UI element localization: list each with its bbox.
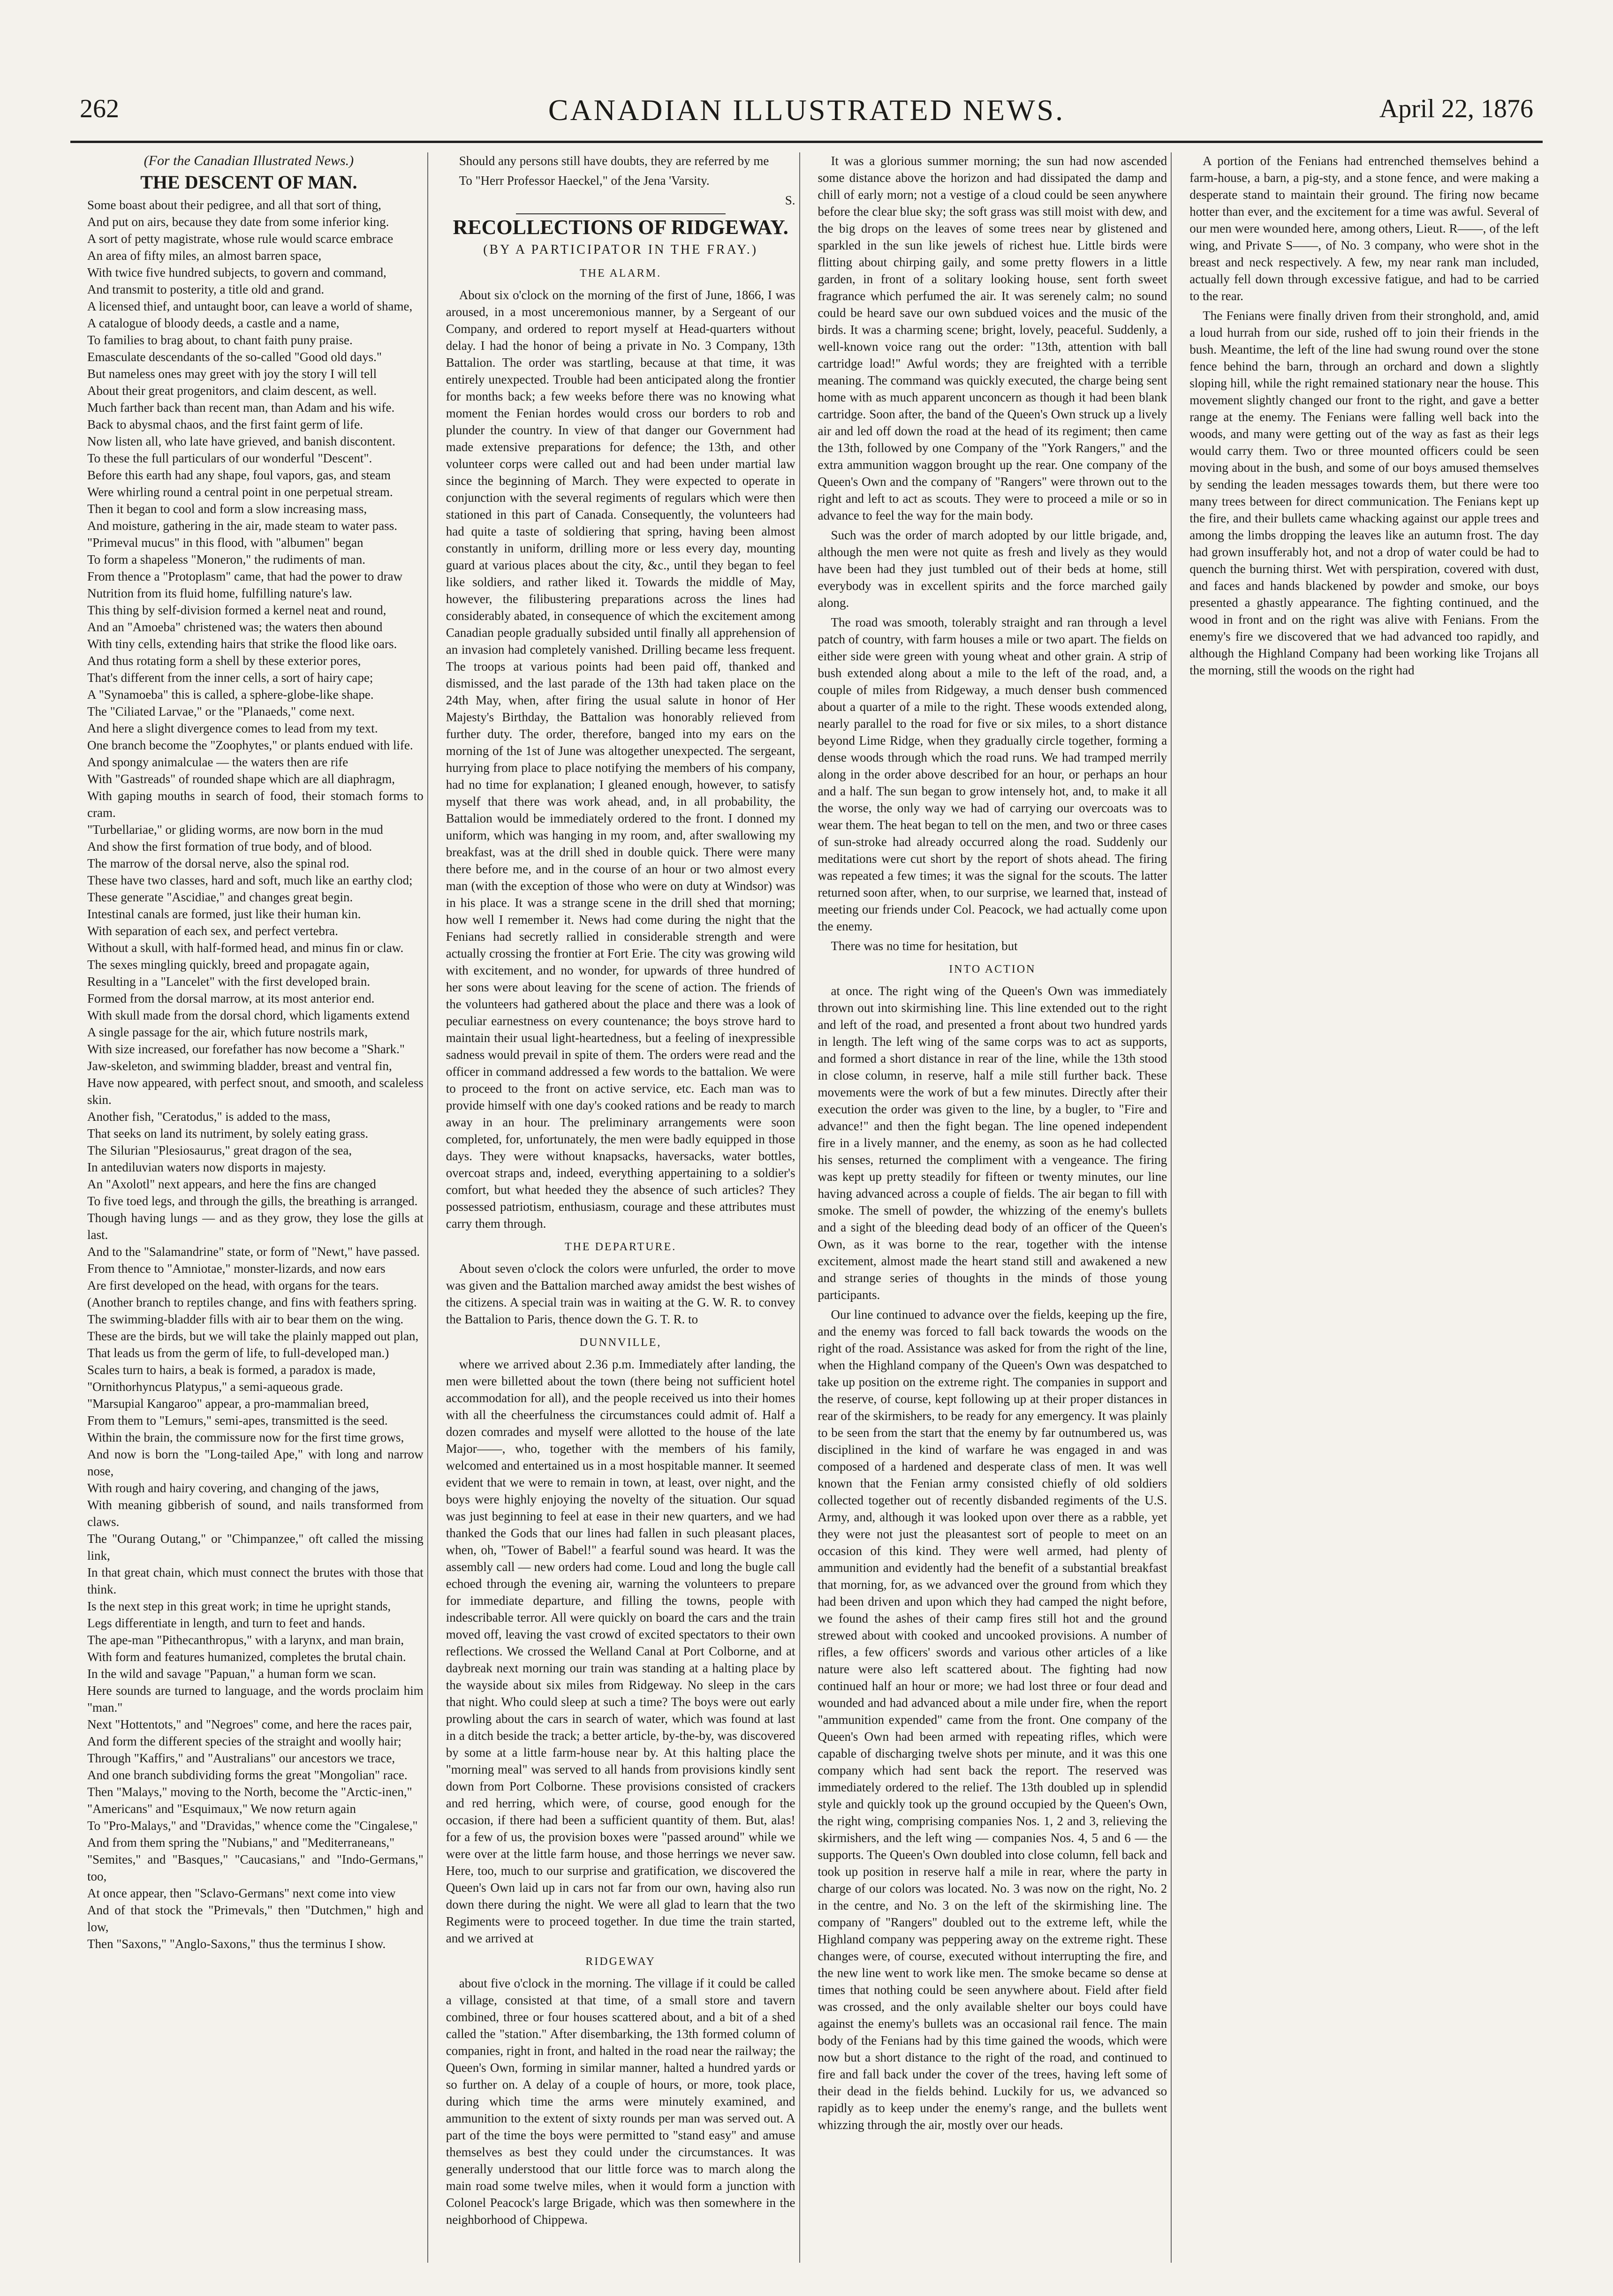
article-paragraph: where we arrived about 2.36 p.m. Immediately after landing, the men were billetted about the town (there being not sufficient hotel accommodation for all), and the people received us into their homes with all the cheerfulness the circumstances could admit of. Half a dozen comrades and myself were allotted to the house of the late Major——, who, together with the members of his family, welcomed and entertained us in a most hospitable manner. It seemed evident that we were to remain in town, at least, over night, and the boys were highly enjoying the novelty of the situation. Our squad was just beginning to feel at ease in their new quarters, and we had thanked the Gods that our lines had fallen in such pleasant places, when, oh, "Tower of Babel!" a fearful sound was heard. It was the assembly call — new orders had come. Loud and long the bugle call echoed through the evening air, warning the volunteers to prepare for immediate departure, and filling the towns, people with indescribable terror. All were quickly on board the cars and the train moved off, leaving the vast crowd of excited spectators to their own reflections. We crossed the Welland Canal at Port Colborne, and at daybreak next morning our train was standing at a halting place by the wayside about six miles from Ridgeway. No sleep in the cars that night. Who could sleep at such a time? The boys were out early prowling about the cars in search of water, which was found at last in a ditch beside the track; a better article, by-the-by, was discovered by some at a little farm-house near by. At this halting place the "morning meal" was served to all hands from provisions kindly sent down from Port Colborne. These provisions consisted of crackers and red herring, which were, of course, good enough for the occasion, if there had been a sufficient quantity of them. But, alas! for a few of us, the provision boxes were "passed around" while we were over at the little farm house, and those herrings we never saw. Here, too, much to our surprise and gratification, we discovered the Queen's Own laid up in cars not far from our own, having also run down there during the night. We were all glad to learn that the two Regiments were to proceed together. In due time the train started, and we arrived at [446, 1357, 795, 1945]
column-2 [442, 152, 800, 2263]
section-heading: THE DEPARTURE. [564, 1241, 677, 1253]
column-3 [814, 152, 1172, 2263]
poem-body [74, 196, 424, 1952]
masthead [70, 89, 1543, 143]
poem-line: "Primeval mucus" in this flood, with "albumen" began [87, 536, 363, 550]
poem-line: Formed from the dorsal marrow, at its most anterior end. [87, 991, 375, 1005]
poem-line: From thence to "Amniotae," monster-lizards, and now ears [87, 1261, 386, 1276]
poem-line: These generate "Ascidiae," and changes great begin. [87, 890, 353, 904]
poem-line: Then it began to cool and form a slow increasing mass, [87, 502, 367, 516]
poem-line: A "Synamoeba" this is called, a sphere-globe-like shape. [87, 687, 374, 702]
article-paragraph: A portion of the Fenians had entrenched themselves behind a farm-house, a barn, a pig-sty, and a stone fence, and were making a desperate stand to maintain their ground. The firing now became hotter than ever, and the excitement for a time was awful. Several of our men were wounded here, among others, Lieut. R——, of the left wing, and Private S——, of No. 3 company, who were shot in the breast and neck respectively. A few, my near rank man included, actually fell down through excessive fatigue, and had to be carried to the rear. [1189, 154, 1539, 303]
poem-line: The swimming-bladder fills with air to bear them on the wing. [87, 1312, 404, 1326]
poem-line: With separation of each sex, and perfect vertebra. [87, 924, 338, 938]
poem-line: These have two classes, hard and soft, much like an earthy clod; [87, 873, 413, 887]
poem-line: To form a shapeless "Moneron," the rudiments of man. [87, 552, 366, 566]
newspaper-title: CANADIAN ILLUSTRATED NEWS. [548, 93, 1065, 127]
poem-line: That leads us from the germ of life, to full-developed man.) [87, 1346, 389, 1360]
poem-line: "Semites," and "Basques," "Caucasians," and "Indo-Germans," too, [87, 1852, 424, 1883]
poem-line: Is the next step in this great work; in time he upright stands, [87, 1599, 391, 1613]
poem-line: In that great chain, which must connect the brutes with those that think. [87, 1565, 424, 1596]
poem-line: Were whirling round a central point in one perpetual stream. [87, 485, 393, 499]
poem-line: Resulting in a "Lancelet" with the first developed brain. [87, 974, 371, 989]
section-heading: RIDGEWAY [585, 1956, 656, 1968]
poem-line: "Turbellariae," or gliding worms, are now born in the mud [87, 823, 383, 837]
poem-line: With "Gastreads" of rounded shape which are all diaphragm, [87, 772, 395, 786]
poem-signature: S. [785, 193, 795, 207]
poem-line: Are first developed on the head, with organs for the tears. [87, 1278, 379, 1292]
poem-line: And one branch subdividing forms the great "Mongolian" race. [87, 1768, 408, 1782]
poem-line: Within the brain, the commissure now for the first time grows, [87, 1430, 404, 1444]
poem-line: To these the full particulars of our wonderful "Descent". [87, 451, 372, 465]
poem-line: Through "Kaffirs," and "Australians" our ancestors we trace, [87, 1751, 395, 1765]
article-title: RECOLLECTIONS OF RIDGEWAY. [453, 216, 788, 239]
poem-line: A sort of petty magistrate, whose rule would scarce embrace [87, 232, 394, 246]
poem-line: In antediluvian waters now disports in majesty. [87, 1160, 326, 1174]
poem-line: Another fish, "Ceratodus," is added to the mass, [87, 1110, 331, 1124]
divider-rule [516, 213, 726, 214]
text-columns [70, 152, 1543, 2263]
column-1 [70, 152, 428, 2263]
poem-line: Next "Hottentots," and "Negroes" come, and here the races pair, [87, 1717, 412, 1731]
poem-line: "Ornithorhyncus Platypus," a semi-aqueous grade. [87, 1380, 343, 1394]
article-paragraph: About six o'clock on the morning of the first of June, 1866, I was aroused, in a most unceremonious manner, by a Sergeant of our Company, and ordered to report myself at Head-quarters without delay. I had the honor of being a private in No. 3 Company, 13th Battalion. The order was startling, because at that time, it was entirely unexpected. Trouble had been anticipated along the frontier for months back; a few weeks before there was no knowing what moment the Fenian hordes would cross our borders to rob and plunder the country. In view of that danger our Government had made extensive preparations for defence; the 13th, and other volunteer corps were called out and had been under martial law since the beginning of March. They were expected to operate in conjunction with the several regiments of regulars which were then stationed in this part of Canada. Consequently, the volunteers had had quite a taste of soldiering that spring, having been almost constantly in uniform, drilling more or less every day, mounting guard at various places about the city, &c., until they began to feel like soldiers, and rather liked it. Towards the middle of May, however, the filibustering preparations across the lines had considerably abated, in consequence of which the excitement among Canadian people gradually subsided until finally all apprehension of an invasion had completely vanished. Drilling became less frequent. The troops at various points had been paid off, thanked and dismissed, and the last parade of the 13th had taken place on the 24th May, when, after firing the usual salute in honor of Her Majesty's Birthday, the Battalion was honorably relieved from further duty. The order, therefore, banged into my ears on the morning of the 1st of June was altogether unexpected. The sergeant, hurrying from place to place notifying the members of his company, had no time for explanation; I gleaned enough, however, to satisfy myself that there was work ahead, and, in all probability, the Battalion would be immediately ordered to the front. I donned my uniform, which was hanging in my room, and, after swallowing my breakfast, was at the drill shed in double quick. There were many there before me, and in the course of an hour or two almost every man (with the exception of those who were on duty at Windsor) was in his place. It was a strange scene in the drill shed that morning; how well I remember it. News had come during the night that the Fenians had secretly rallied in considerable strength and were actually crossing the frontier at Fort Erie. The city was growing wild with excitement, and no wonder, for upwards of three hundred of her sons were about leaving for the scene of action. The friends of the volunteers had gathered about the place and there was a look of peculiar earnestness on every countenance; the boys strove hard to maintain their usual light-heartedness, but a feeling of inexpressible sadness would prevail in spite of them. The orders were read and the officer in command addressed a few words to the battalion. We were to proceed to the front on active service, etc. Each man was to provide himself with one day's cooked rations and be ready to march away in an hour. The preliminary arrangements were soon completed, for, unfortunately, the men were badly equipped in those days. They were without knapsacks, haversacks, water bottles, overcoat straps and, indeed, everything appertaining to a soldier's comfort, but what heeded they the absence of such articles? They possessed patriotism, enthusiasm, courage and these attributes must carry them through. [446, 288, 795, 1231]
poem-line: And from them spring the "Nubians," and "Mediterraneans," [87, 1835, 395, 1850]
article-paragraph: at once. The right wing of the Queen's Own was immediately thrown out into skirmishing line. This line extended out to the right and left of the road, and presented a front about two hundred yards in length. The left wing of the same corps was to act as supports, and formed a short distance in rear of the line, while the 13th stood in close column, in reserve, half a mile still further back. These movements were the work of but a few minutes. Directly after their execution the order was given to the line, by a bugler, to "Fire and advance!" and then the fight began. The line opened independent fire in a lively manner, and the enemy, as soon as he had collected his senses, returned the compliment with a vengeance. The firing was kept up pretty steadily for fifteen or twenty minutes, our line having advanced across a couple of fields. The air began to fill with smoke. The smell of powder, the whizzing of the enemy's bullets and a sight of the bleeding dead body of an officer of the Queen's Own, as it was borne to the rear, together with the intense excitement, almost made the heart stand still and awakened a new and strange series of thoughts in the minds of those young participants. [818, 984, 1167, 1302]
poem-line: The "Ciliated Larvae," or the "Planaeds," come next. [87, 704, 355, 718]
poem-line: This thing by self-division formed a kernel neat and round, [87, 603, 386, 617]
poem-line: And to the "Salamandrine" state, or form of "Newt," have passed. [87, 1245, 420, 1259]
poem-line: "Marsupial Kangaroo" appear, a pro-mammalian breed, [87, 1397, 369, 1411]
poem-line: A catalogue of bloody deeds, a castle and a name, [87, 316, 340, 330]
poem-line: And spongy animalculae — the waters then are rife [87, 755, 348, 769]
poem-line: With form and features humanized, completes the brutal chain. [87, 1650, 406, 1664]
poem-line: That's different from the inner cells, a sort of hairy cape; [87, 671, 373, 685]
article-paragraph: The road was smooth, tolerably straight and ran through a level patch of country, with farm houses a mile or two apart. The fields on either side were green with young wheat and other grain. A strip of bush extended along about a mile to the left of the road, and, a couple of miles from Ridgeway, a much denser bush commenced about a quarter of a mile to the right. These woods extended along, nearly parallel to the road for five or six miles, to a short distance beyond Lime Ridge, when they gradually circle together, forming a dense woods through which the road runs. We had tramped merrily along in the order above described for an hour, or perhaps an hour and a half. The sun began to grow intensely hot, and, to make it all the worse, the only way we had of carrying our overcoats was to wear them. The heat began to tell on the men, and two or three cases of sun-stroke had already occurred along the road. Suddenly our meditations were cut short by the report of shots ahead. The firing was repeated a few times; it was the signal for the scouts. The latter returned soon after, when, to our surprise, we learned that, instead of meeting our friends under Col. Peacock, we had actually come upon the enemy. [818, 615, 1167, 933]
article-byline: (BY A PARTICIPATOR IN THE FRAY.) [483, 242, 758, 257]
poem-line: Jaw-skeleton, and swimming bladder, breast and ventral fin, [87, 1059, 392, 1073]
poem-line: With rough and hairy covering, and changing of the jaws, [87, 1481, 379, 1495]
poem-credit: (For the Canadian Illustrated News.) [144, 153, 354, 168]
article-paragraph: It was a glorious summer morning; the sun had now ascended some distance above the horizon and had dissipated the damp and chill of early morn; not a vestige of a cloud could be seen anywhere before the clear blue sky; the soft grass was still moist with dew, and the big drops on the leaves of some trees near by glistened and sparkled in the sun like jewels of richest hue. Little birds were flitting about chirping gaily, and some pretty flowers in a little garden, in front of a solitary looking house, sent forth sweet fragrance which perfumed the air. It was serenely calm; no sound could be heard save our own subdued voices and the music of the birds. It was a charming scene; bright, lovely, peaceful. Suddenly, a well-known voice rang out the order: "13th, attention with ball cartridge load!" Awful words; they are freighted with a terrible meaning. The command was quickly executed, the charge being sent home with as much apparent unconcern as though it had been blank cartridge. Soon after, the band of the Queen's Own struck up a lively air and led off down the road at the head of its regiment; then came the 13th, followed by one Company of the "York Rangers," and the extra ammunition waggon brought up the rear. One company of the Queen's Own and the company of "Rangers" were thrown out to the right and left to act as scouts. They were to proceed a mile or so in advance to feel the way for the main body. [818, 154, 1167, 522]
poem-line: At once appear, then "Sclavo-Germans" next come into view [87, 1886, 396, 1900]
poem-line: A single passage for the air, which future nostrils mark, [87, 1025, 368, 1039]
poem-line: With meaning gibberish of sound, and nails transformed from claws. [87, 1498, 424, 1529]
poem-line: And moisture, gathering in the air, made steam to water pass. [87, 519, 397, 533]
column-4 [1186, 152, 1543, 2263]
section-heading: DUNNVILLE, [579, 1337, 662, 1349]
article-paragraph: about five o'clock in the morning. The village if it could be called a village, consisted at that time, of a small store and tavern combined, three or four houses scattered about, and a bit of a shed called the "station." After disembarking, the 13th formed column of companies, right in front, and halted in the road near the railway; the Queen's Own, forming in similar manner, halted a hundred yards or so further on. A delay of a couple of hours, or more, took place, during which time the arms were minutely examined, and ammunition to the extent of sixty rounds per man was served out. A part of the time the boys were permitted to "stand easy" and amuse themselves as best they could under the circumstances. It was generally understood that our little force was to march along the main road some twelve miles, when it would form a junction with Colonel Peacock's large Brigade, which was then somewhere in the neighborhood of Chippewa. [446, 1976, 795, 2227]
poem-line: The marrow of the dorsal nerve, also the spinal rod. [87, 856, 349, 870]
page-number: 262 [80, 94, 119, 123]
article-paragraph: There was no time for hesitation, but [831, 939, 1018, 953]
poem-line: Then "Malays," moving to the North, become the "Arctic-inen," [87, 1785, 412, 1799]
poem-line: And put on airs, because they date from some inferior king. [87, 215, 389, 229]
poem-line: Emasculate descendants of the so-called "Good old days." [87, 350, 382, 364]
poem-line: To "Herr Professor Haeckel," of the Jena 'Varsity. [459, 174, 710, 188]
poem-line: With gaping mouths in search of food, their stomach forms to cram. [87, 789, 424, 820]
poem-line: The Silurian "Plesiosaurus," great dragon of the sea, [87, 1143, 352, 1157]
poem-line: And of that stock the "Primevals," then "Dutchmen," high and low, [87, 1903, 424, 1934]
poem-line: Intestinal canals are formed, just like their human kin. [87, 907, 361, 921]
poem-line: Some boast about their pedigree, and all that sort of thing, [87, 198, 381, 212]
poem-line: And form the different species of the straight and woolly hair; [87, 1734, 401, 1748]
poem-line: Without a skull, with half-formed head, and minus fin or claw. [87, 941, 404, 955]
poem-line: Scales turn to hairs, a beak is formed, a paradox is made, [87, 1363, 376, 1377]
poem-line: A licensed thief, and untaught boor, can leave a world of shame, [87, 299, 413, 313]
poem-line: An area of fifty miles, an almost barren space, [87, 249, 322, 263]
poem-line: Before this earth had any shape, foul vapors, gas, and steam [87, 468, 391, 482]
poem-line: Nutrition from its fluid home, fulfilling nature's law. [87, 586, 352, 600]
poem-line: But nameless ones may greet with joy the story I will tell [87, 367, 377, 381]
poem-line: The ape-man "Pithecanthropus," with a larynx, and man brain, [87, 1633, 404, 1647]
poem-line: "Americans" and "Esquimaux," We now return again [87, 1802, 356, 1816]
section-heading: INTO ACTION [949, 963, 1036, 975]
poem-line: One branch become the "Zoophytes," or plants endued with life. [87, 738, 413, 752]
poem-line: In the wild and savage "Papuan," a human form we scan. [87, 1667, 376, 1681]
poem-line: The "Ourang Outang," or "Chimpanzee," oft called the missing link, [87, 1532, 424, 1563]
poem-line: To "Pro-Malays," and "Dravidas," whence come the "Cingalese," [87, 1819, 418, 1833]
poem-line: And transmit to posterity, a title old and grand. [87, 282, 325, 296]
poem-line: Though having lungs — and as they grow, they lose the gills at last. [87, 1211, 424, 1242]
poem-line: With twice five hundred subjects, to govern and command, [87, 265, 386, 279]
poem-line: With tiny cells, extending hairs that strike the flood like oars. [87, 637, 397, 651]
poem-line: And an "Amoeba" christened was; the waters then abound [87, 620, 383, 634]
poem-line: With size increased, our forefather has now become a "Shark." [87, 1042, 405, 1056]
poem-title: THE DESCENT OF MAN. [140, 172, 357, 193]
poem-line: These are the birds, but we will take the plainly mapped out plan, [87, 1329, 419, 1343]
poem-line: Much farther back than recent man, than Adam and his wife. [87, 400, 395, 415]
poem-line: That seeks on land its nutriment, by solely eating grass. [87, 1126, 369, 1140]
poem-line: Have now appeared, with perfect snout, and smooth, and scaleless skin. [87, 1076, 424, 1107]
poem-line: Here sounds are turned to language, and the words proclaim him "man." [87, 1684, 424, 1714]
poem-line: Back to abysmal chaos, and the first faint germ of life. [87, 417, 363, 431]
poem-line: From them to "Lemurs," semi-apes, transmitted is the seed. [87, 1413, 388, 1427]
poem-line: The sexes mingling quickly, breed and propagate again, [87, 958, 370, 972]
poem-line: With skull made from the dorsal chord, which ligaments extend [87, 1008, 410, 1022]
poem-line: An "Axolotl" next appears, and here the fins are changed [87, 1177, 376, 1191]
poem-line: Now listen all, who late have grieved, and banish discontent. [87, 434, 395, 448]
poem-line: Then "Saxons," "Anglo-Saxons," thus the terminus I show. [87, 1937, 386, 1951]
poem-line: Should any persons still have doubts, they are referred by me [459, 154, 769, 168]
article-paragraph: About seven o'clock the colors were unfurled, the order to move was given and the Battalion marched away amidst the best wishes of the citizens. A special train was in waiting at the G. W. R. to convey the Battalion to Paris, thence down the G. T. R. to [446, 1261, 795, 1326]
section-heading: THE ALARM. [580, 267, 662, 279]
article-paragraph: The Fenians were finally driven from their stronghold, and, amid a loud hurrah from our side, rushed off to join their friends in the bush. Meantime, the left of the line had swung round over the stone fence behind the barn, through an orchard and down a slightly sloping hill, while the right remained stationary near the house. This movement slightly changed our front to the right, and gave a better range at the enemy. The Fenians were falling well back into the woods, and many were getting out of the way as fast as their legs would carry them. Two or three mounted officers could be seen moving about in the bush, and some of our boys amused themselves by sending the leaden messages towards them, but there were too many trees between for direct communication. The Fenians kept up the fire, and their bullets came whacking against our apple trees and among the limbs dropping the leaves like an autumn frost. The day had grown insufferably hot, and not a drop of water could be had to quench the burning thirst. Wet with perspiration, covered with dust, and faces and hands blackened by powder and smoke, our boys presented a ghastly appearance. The fighting continued, and the wood in front and on the right was alive with Fenians. From the enemy's fire we discovered that we had advanced too rapidly, and although the Highland Company had been working like Trojans all the morning, still the woods on the right had [1189, 309, 1539, 677]
poem-line: (Another branch to reptiles change, and fins with feathers spring. [87, 1295, 417, 1309]
poem-line: And here a slight divergence comes to lead from my text. [87, 721, 378, 735]
poem-line: To five toed legs, and through the gills, the breathing is arranged. [87, 1194, 418, 1208]
poem-line: From thence a "Protoplasm" came, that had the power to draw [87, 569, 403, 583]
poem-line: About their great progenitors, and claim descent, as well. [87, 384, 377, 398]
article-paragraph: Such was the order of march adopted by our little brigade, and, although the men were not quite as fresh and lively as they would have been had they just tumbled out of their beds at home, still everybody was in excellent spirits and the force marched gaily along. [818, 528, 1167, 610]
poem-line: To families to brag about, to chant faith puny praise. [87, 333, 353, 347]
poem-line: Legs differentiate in length, and turn to feet and hands. [87, 1616, 365, 1630]
issue-date: April 22, 1876 [1379, 94, 1533, 123]
poem-line: And thus rotating form a shell by these exterior pores, [87, 654, 361, 668]
poem-line: And show the first formation of true body, and of blood. [87, 839, 372, 853]
article-paragraph: Our line continued to advance over the fields, keeping up the fire, and the enemy was forced to fall back towards the woods on the right of the road. Assistance was asked for from the right of the line, when the Highland company of the Queen's Own was despatched to take up position on the extreme right. The companies in support and the reserve, of course, kept following up at their proper distances in rear of the skirmishers, to be ready for any emergency. It was plainly to be seen from the start that the enemy by far outnumbered us, was disciplined in the kind of warfare he was engaged in and was composed of a hardened and desperate class of men. It was well known that the Fenian army consisted chiefly of old soldiers collected together out of recently disbanded regiments of the U.S. Army, and, although it was looked upon over there as a rabble, yet they were not just the pleasantest sort of people to meet on an occasion of this kind. They were well armed, had plenty of ammunition and evidently had the benefit of a substantial breakfast that morning, for, as we advanced over the ground from which they had been driven and upon which they had camped the night before, we found the ashes of their camp fires still hot and the ground strewed about with cooked and uncooked provisions. A number of rifles, a few officers' swords and various other articles of a like nature were also left scattered about. The fighting had now continued half an hour or more; we had lost three or four dead and wounded and had advanced about a mile under fire, when the report "ammunition expended" came from the front. One company of the Queen's Own had been armed with repeating rifles, which were capable of discharging twelve shots per minute, and it was this one company which had sent back the report. The reserved was immediately ordered to the relief. The 13th doubled up in splendid style and quickly took up the ground occupied by the Queen's Own, the right wing, comprising companies Nos. 1, 2 and 3, relieving the skirmishers, and the left wing — companies Nos. 4, 5 and 6 — the supports. The Queen's Own doubled into close column, fell back and took up position in reserve half a mile in rear, where the party in charge of our colors was located. No. 3 was now on the right, No. 2 in the centre, and No. 3 on the left of the skirmishing line. The company of "Rangers" doubled out to the extreme left, while the Highland company was peppering away on the extreme right. These changes were, of course, executed without interrupting the fire, and the new line went to work like men. The smoke became so dense at times that nothing could be seen anywhere about. Field after field was crossed, and the only available shelter our boys could have against the enemy's bullets was an occasional rail fence. The main body of the Fenians had by this time gained the woods, which were now but a short distance to the right of the road, and continued to fire and fall back under the cover of the trees, having left some of their dead in the fields behind. Luckily for us, we advanced so rapidly as to keep under the enemy's range, and the bullets went whizzing through the air, mostly over our heads. [818, 1307, 1167, 2132]
poem-line: And now is born the "Long-tailed Ape," with long and narrow nose, [87, 1447, 424, 1478]
